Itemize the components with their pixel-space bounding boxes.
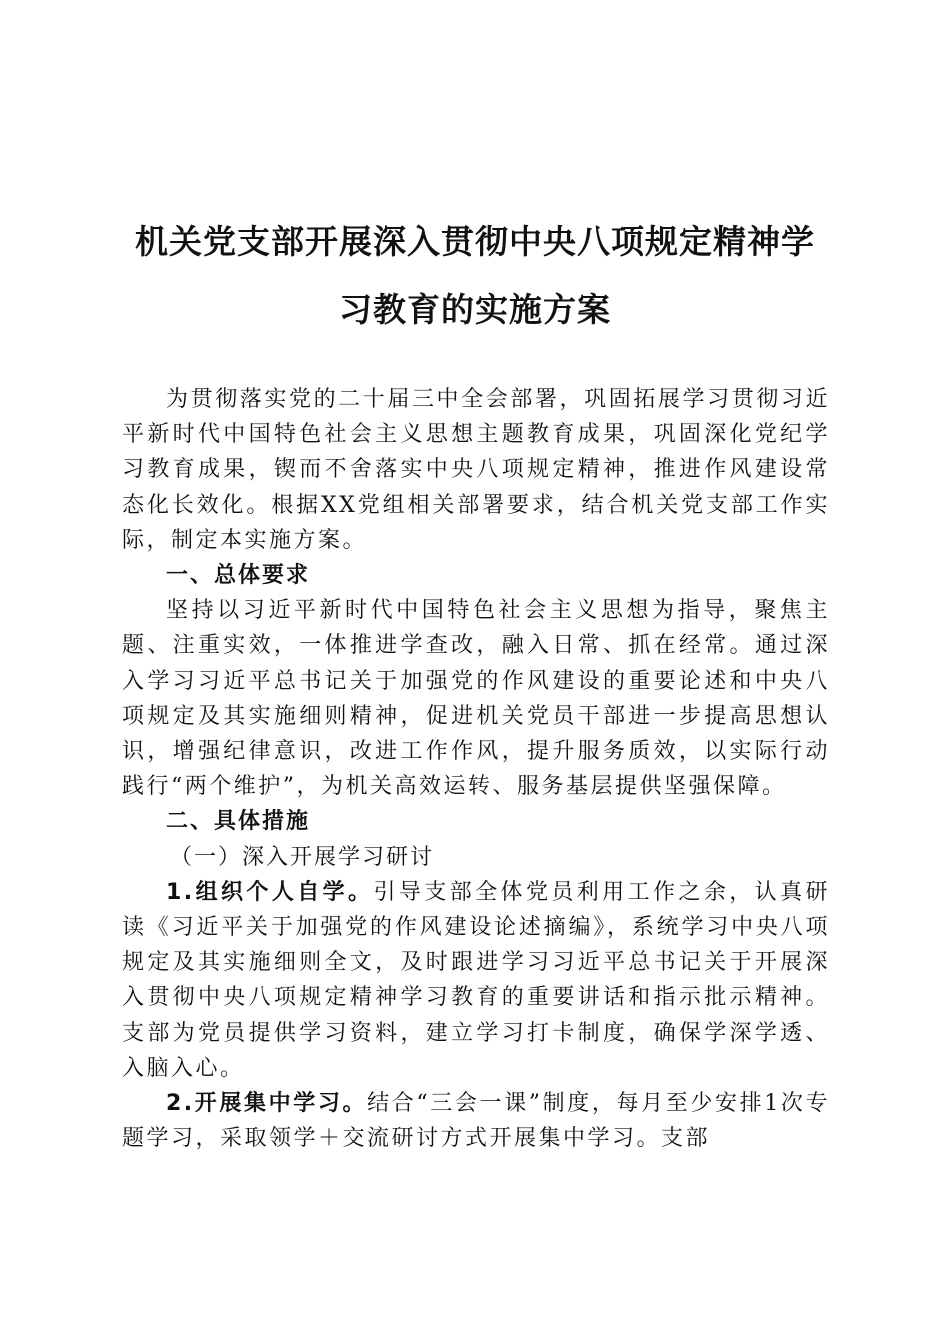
item-1-text: 引导支部全体党员利用工作之余，认真研读《习近平关于加强党的作风建设论述摘编》，系统学习中央八项规定及其实施细则全文，及时跟进学习习近平总书记关于开展深入贯彻中央八项规定精神学习教育的重要讲话和指示批示精神。支部为党员提供学习资料，建立学习打卡制度，确保学深学透、入脑入心。 (122, 879, 830, 1081)
item-1-lead: 1.组织个人自学。 (166, 879, 374, 905)
section-2-heading: 二、具体措施 (166, 809, 311, 835)
section-1-paragraph: 坚持以习近平新时代中国特色社会主义思想为指导，聚焦主题、注重实效，一体推进学查改，融入日常、抓在经常。通过深入学习习近平总书记关于加强党的作风建设的重要论述和中央八项规定及其实施细则精神，促进机关党员干部进一步提高思想认识，增强纪律意识，改进工作作风，提升服务质效，以实际行动践行“两个维护”，为机关高效运转、服务基层提供坚强保障。 (122, 598, 830, 800)
document-body (122, 382, 830, 1156)
item-1-paragraph (122, 875, 830, 1086)
document-title-line-2: 习教育的实施方案 (339, 290, 611, 329)
item-2-paragraph (122, 1086, 830, 1156)
document-title-line-1: 机关党支部开展深入贯彻中央八项规定精神学 (135, 222, 815, 261)
item-2-text: 结合“三会一课”制度，每月至少安排1次专题学习，采取领学＋交流研讨方式开展集中学习。支部 (122, 1091, 830, 1152)
section-1-heading: 一、总体要求 (166, 563, 311, 589)
intro-paragraph: 为贯彻落实党的二十届三中全会部署，巩固拓展学习贯彻习近平新时代中国特色社会主义思想主题教育成果，巩固深化党纪学习教育成果，锲而不舍落实中央八项规定精神，推进作风建设常态化长效化。根据XX党组相关部署要求，结合机关党支部工作实际，制定本实施方案。 (122, 387, 830, 553)
subsection-1-heading: （一）深入开展学习研讨 (170, 844, 435, 870)
item-2-lead: 2.开展集中学习。 (166, 1091, 368, 1117)
